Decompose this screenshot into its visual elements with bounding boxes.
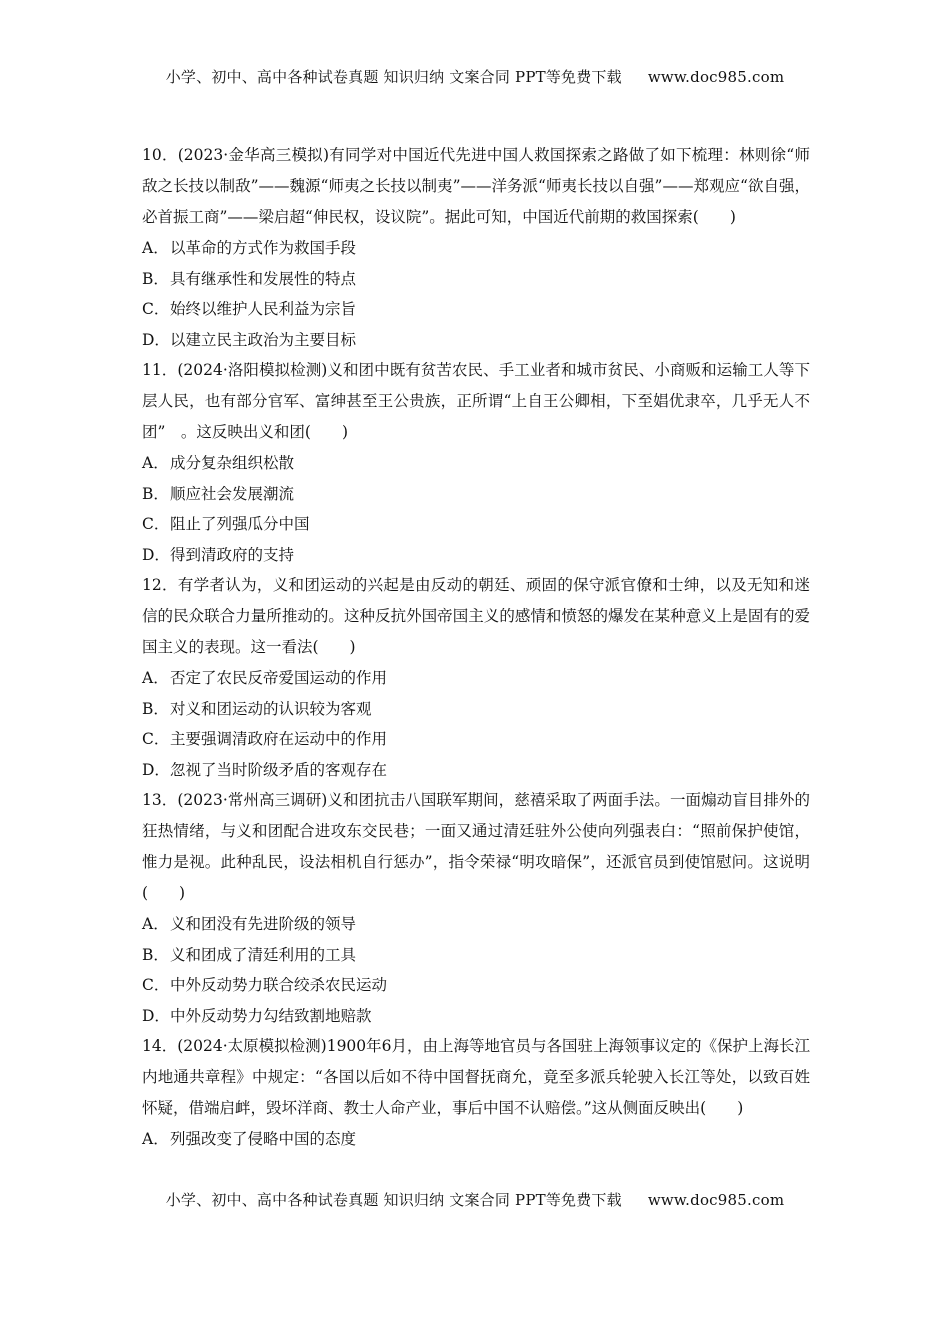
question-stem	[142, 355, 810, 448]
option-a: A．否定了农民反帝爱国运动的作用	[142, 669, 388, 687]
question-stem	[142, 570, 810, 663]
question-stem	[142, 1031, 810, 1124]
question-14	[142, 1031, 810, 1155]
option-b: B．义和团成了清廷利用的工具	[142, 945, 357, 964]
option-a: A．成分复杂组织松散	[142, 454, 295, 472]
question-text: 义和团中既有贫苦农民、手工业者和城市贫民、小商贩和运输工人等下层人民，也有部分官军、富绅甚至王公贵族，正所谓“上自王公卿相，下至娼优隶卒，几乎无人不团” 。这反映出义和团( )	[142, 361, 811, 441]
option-c: C．始终以维护人民利益为宗旨	[142, 300, 357, 318]
question-text: 1900年6月，由上海等地官员与各国驻上海领事议定的《保护上海长江内地通共章程》中规定：“各国以后如不待中国督抚商允，竟至多派兵轮驶入长江等处，以致百姓怀疑，借端启衅，毁坏洋商、教士人命产业，事后中国不认赔偿。”这从侧面反映出( )	[142, 1037, 811, 1117]
question-text: 有学者认为，义和团运动的兴起是由反动的朝廷、顽固的保守派官僚和士绅，以及无知和迷信的民众联合力量所推动的。这种反抗外国帝国主义的感情和愤怒的爆发在某种意义上是固有的爱国主义的表现。这一看法( )	[142, 576, 810, 656]
option-b: B．对义和团运动的认识较为客观	[142, 699, 372, 718]
question-source: (2024·洛阳模拟检测)	[177, 361, 328, 379]
option-d: D．以建立民主政治为主要目标	[142, 330, 357, 349]
question-text: 义和团抗击八国联军期间，慈禧采取了两面手法。一面煽动盲目排外的狂热情绪，与义和团配合进攻东交民巷；一面又通过清廷驻外公使向列强表白：“照前保护使馆，惟力是视。此种乱民，设法相机自行惩办”，指令荣禄“明攻暗保”，还派官员到使馆慰问。这说明( )	[142, 791, 811, 902]
question-stem	[142, 140, 810, 233]
page-header	[0, 66, 950, 87]
option-a: A．义和团没有先进阶级的领导	[142, 915, 357, 933]
option-d: D．中外反动势力勾结致割地赔款	[142, 1006, 372, 1025]
option-d: D．得到清政府的支持	[142, 545, 295, 564]
question-stem	[142, 785, 810, 909]
question-13	[142, 785, 810, 1031]
question-source: (2023·常州高三调研)	[177, 791, 328, 809]
option-c: C．中外反动势力联合绞杀农民运动	[142, 976, 388, 994]
option-a: A．以革命的方式作为救国手段	[142, 239, 357, 257]
option-d: D．忽视了当时阶级矛盾的客观存在	[142, 760, 388, 779]
option-b: B．顺应社会发展潮流	[142, 484, 295, 503]
page-footer	[0, 1189, 950, 1210]
header-text: 小学、初中、高中各种试卷真题 知识归纳 文案合同 PPT等免费下载	[165, 68, 622, 86]
question-number: 12．	[142, 576, 178, 594]
question-10	[142, 140, 810, 355]
option-c: C．阻止了列强瓜分中国	[142, 515, 310, 533]
option-b: B．具有继承性和发展性的特点	[142, 269, 357, 288]
question-source: (2024·太原模拟检测)	[177, 1037, 327, 1055]
question-number: 14．	[142, 1037, 178, 1055]
question-list	[142, 140, 810, 1155]
footer-site: www.doc985.com	[647, 1191, 785, 1209]
header-site: www.doc985.com	[647, 68, 785, 86]
option-c: C．主要强调清政府在运动中的作用	[142, 730, 388, 748]
question-12	[142, 570, 810, 785]
question-text: 有同学对中国近代先进中国人救国探索之路做了如下梳理：林则徐“师敌之长技以制敌”——魏源“师夷之长技以制夷”——洋务派“师夷长技以自强”——郑观应“欲自强，必首振工商”——梁启超“伸民权，设议院”。据此可知，中国近代前期的救国探索( )	[142, 146, 810, 226]
question-11	[142, 355, 810, 570]
option-a: A．列强改变了侵略中国的态度	[142, 1130, 357, 1148]
question-number: 11．	[142, 361, 178, 379]
question-number: 10．	[142, 146, 178, 164]
question-number: 13．	[142, 791, 178, 809]
question-source: (2023·金华高三模拟)	[177, 146, 330, 164]
footer-text: 小学、初中、高中各种试卷真题 知识归纳 文案合同 PPT等免费下载	[165, 1191, 622, 1209]
